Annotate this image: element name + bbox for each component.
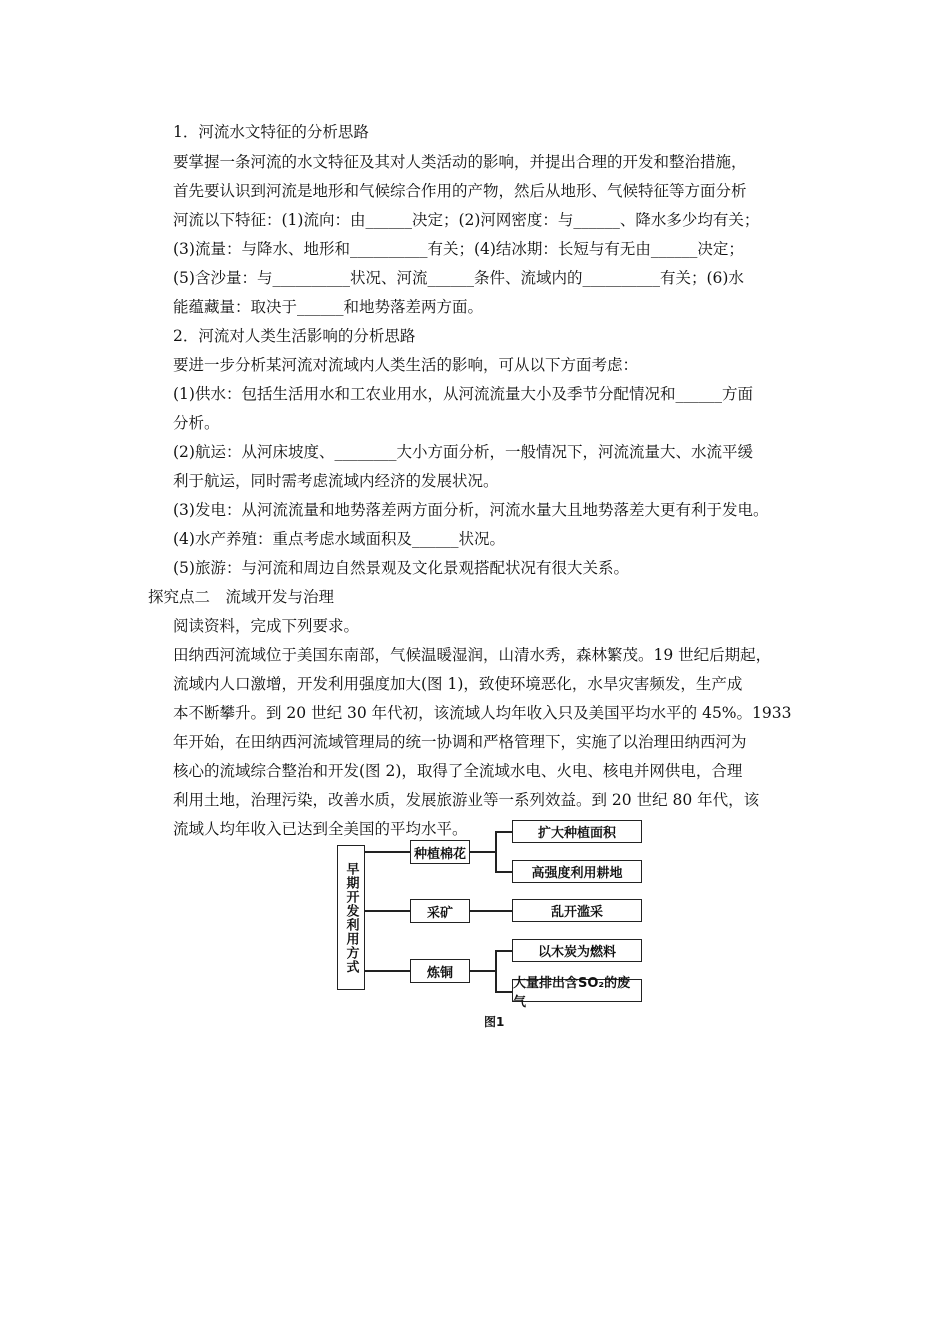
diagram-root-box: 早期开发利用方式: [337, 845, 365, 990]
connector: [495, 991, 512, 993]
connector: [495, 831, 497, 872]
paragraph-line: (2)航运：从河床坡度、________大小方面分析，一般情况下，河流流量大、水流平缓: [173, 443, 753, 461]
paragraph-line: 年开始，在田纳西河流域管理局的统一协调和严格管理下，实施了以治理田纳西河为: [173, 733, 747, 751]
branch-box-mining: 采矿: [410, 899, 470, 923]
paragraph-line: (5)含沙量：与__________状况、河流______条件、流域内的__________有关；(6)水: [173, 269, 744, 287]
paragraph-line: (1)供水：包括生活用水和工农业用水，从河流流量大小及季节分配情况和______方面: [173, 385, 753, 403]
paragraph-line: 河流以下特征：(1)流向：由______决定；(2)河网密度：与______、降水多少均有关；: [173, 211, 760, 229]
figure-caption: 图1: [484, 1015, 505, 1029]
connector: [495, 950, 512, 952]
paragraph-line: 利用土地，治理污染，改善水质，发展旅游业等一系列效益。到 20 世纪 80 年代，该: [173, 791, 760, 809]
connector: [495, 950, 497, 992]
paragraph-line: 能蕴藏量：取决于______和地势落差两方面。: [173, 298, 484, 316]
paragraph-line: 本不断攀升。到 20 世纪 30 年代初，该流域人均年收入只及美国平均水平的 45%。1933: [173, 704, 792, 722]
connector: [470, 970, 495, 972]
paragraph-line: 阅读资料，完成下列要求。: [173, 617, 360, 635]
paragraph-line: (3)发电：从河流流量和地势落差两方面分析，河流水量大且地势落差大更有利于发电。: [173, 501, 769, 519]
connector: [495, 831, 512, 833]
heading-2: 2．河流对人类生活影响的分析思路: [173, 327, 416, 345]
leaf-box: 大量排出含SO₂的废气: [512, 979, 642, 1002]
paragraph-line: (5)旅游：与河流和周边自然景观及文化景观搭配状况有很大关系。: [173, 559, 629, 577]
leaf-box: 乱开滥采: [512, 899, 642, 922]
connector: [365, 970, 410, 972]
heading-1: 1．河流水文特征的分析思路: [173, 123, 369, 141]
connector: [495, 871, 512, 873]
paragraph-line: 首先要认识到河流是地形和气候综合作用的产物，然后从地形、气候特征等方面分析: [173, 182, 747, 200]
branch-box-cotton: 种植棉花: [410, 840, 470, 864]
paragraph-line: 流域人均年收入已达到全美国的平均水平。: [173, 820, 468, 838]
paragraph-line: (4)水产养殖：重点考虑水域面积及______状况。: [173, 530, 505, 548]
section-heading: 探究点二 流域开发与治理: [148, 588, 335, 606]
leaf-box: 以木炭为燃料: [512, 939, 642, 962]
connector: [470, 851, 495, 853]
connector: [365, 851, 410, 853]
paragraph-line: 流域内人口激增，开发利用强度加大(图 1)，致使环境恶化，水旱灾害频发，生产成: [173, 675, 743, 693]
leaf-box: 扩大种植面积: [512, 820, 642, 843]
paragraph-line: 分析。: [173, 414, 220, 432]
branch-box-smelting: 炼铜: [410, 959, 470, 983]
connector: [470, 910, 512, 912]
paragraph-line: 要进一步分析某河流对流域内人类生活的影响，可从以下方面考虑：: [173, 356, 639, 374]
paragraph-line: 核心的流域综合整治和开发(图 2)，取得了全流域水电、火电、核电并网供电，合理: [173, 762, 743, 780]
figure-1-diagram: [330, 820, 650, 1035]
paragraph-line: 利于航运，同时需考虑流域内经济的发展状况。: [173, 472, 499, 490]
connector: [365, 910, 410, 912]
paragraph-line: 要掌握一条河流的水文特征及其对人类活动的影响，并提出合理的开发和整治措施，: [173, 153, 747, 171]
paragraph-line: 田纳西河流域位于美国东南部，气候温暖湿润，山清水秀，森林繁茂。19 世纪后期起，: [173, 646, 772, 664]
leaf-box: 高强度利用耕地: [512, 860, 642, 883]
paragraph-line: (3)流量：与降水、地形和__________有关；(4)结冰期：长短与有无由______决定；: [173, 240, 744, 258]
